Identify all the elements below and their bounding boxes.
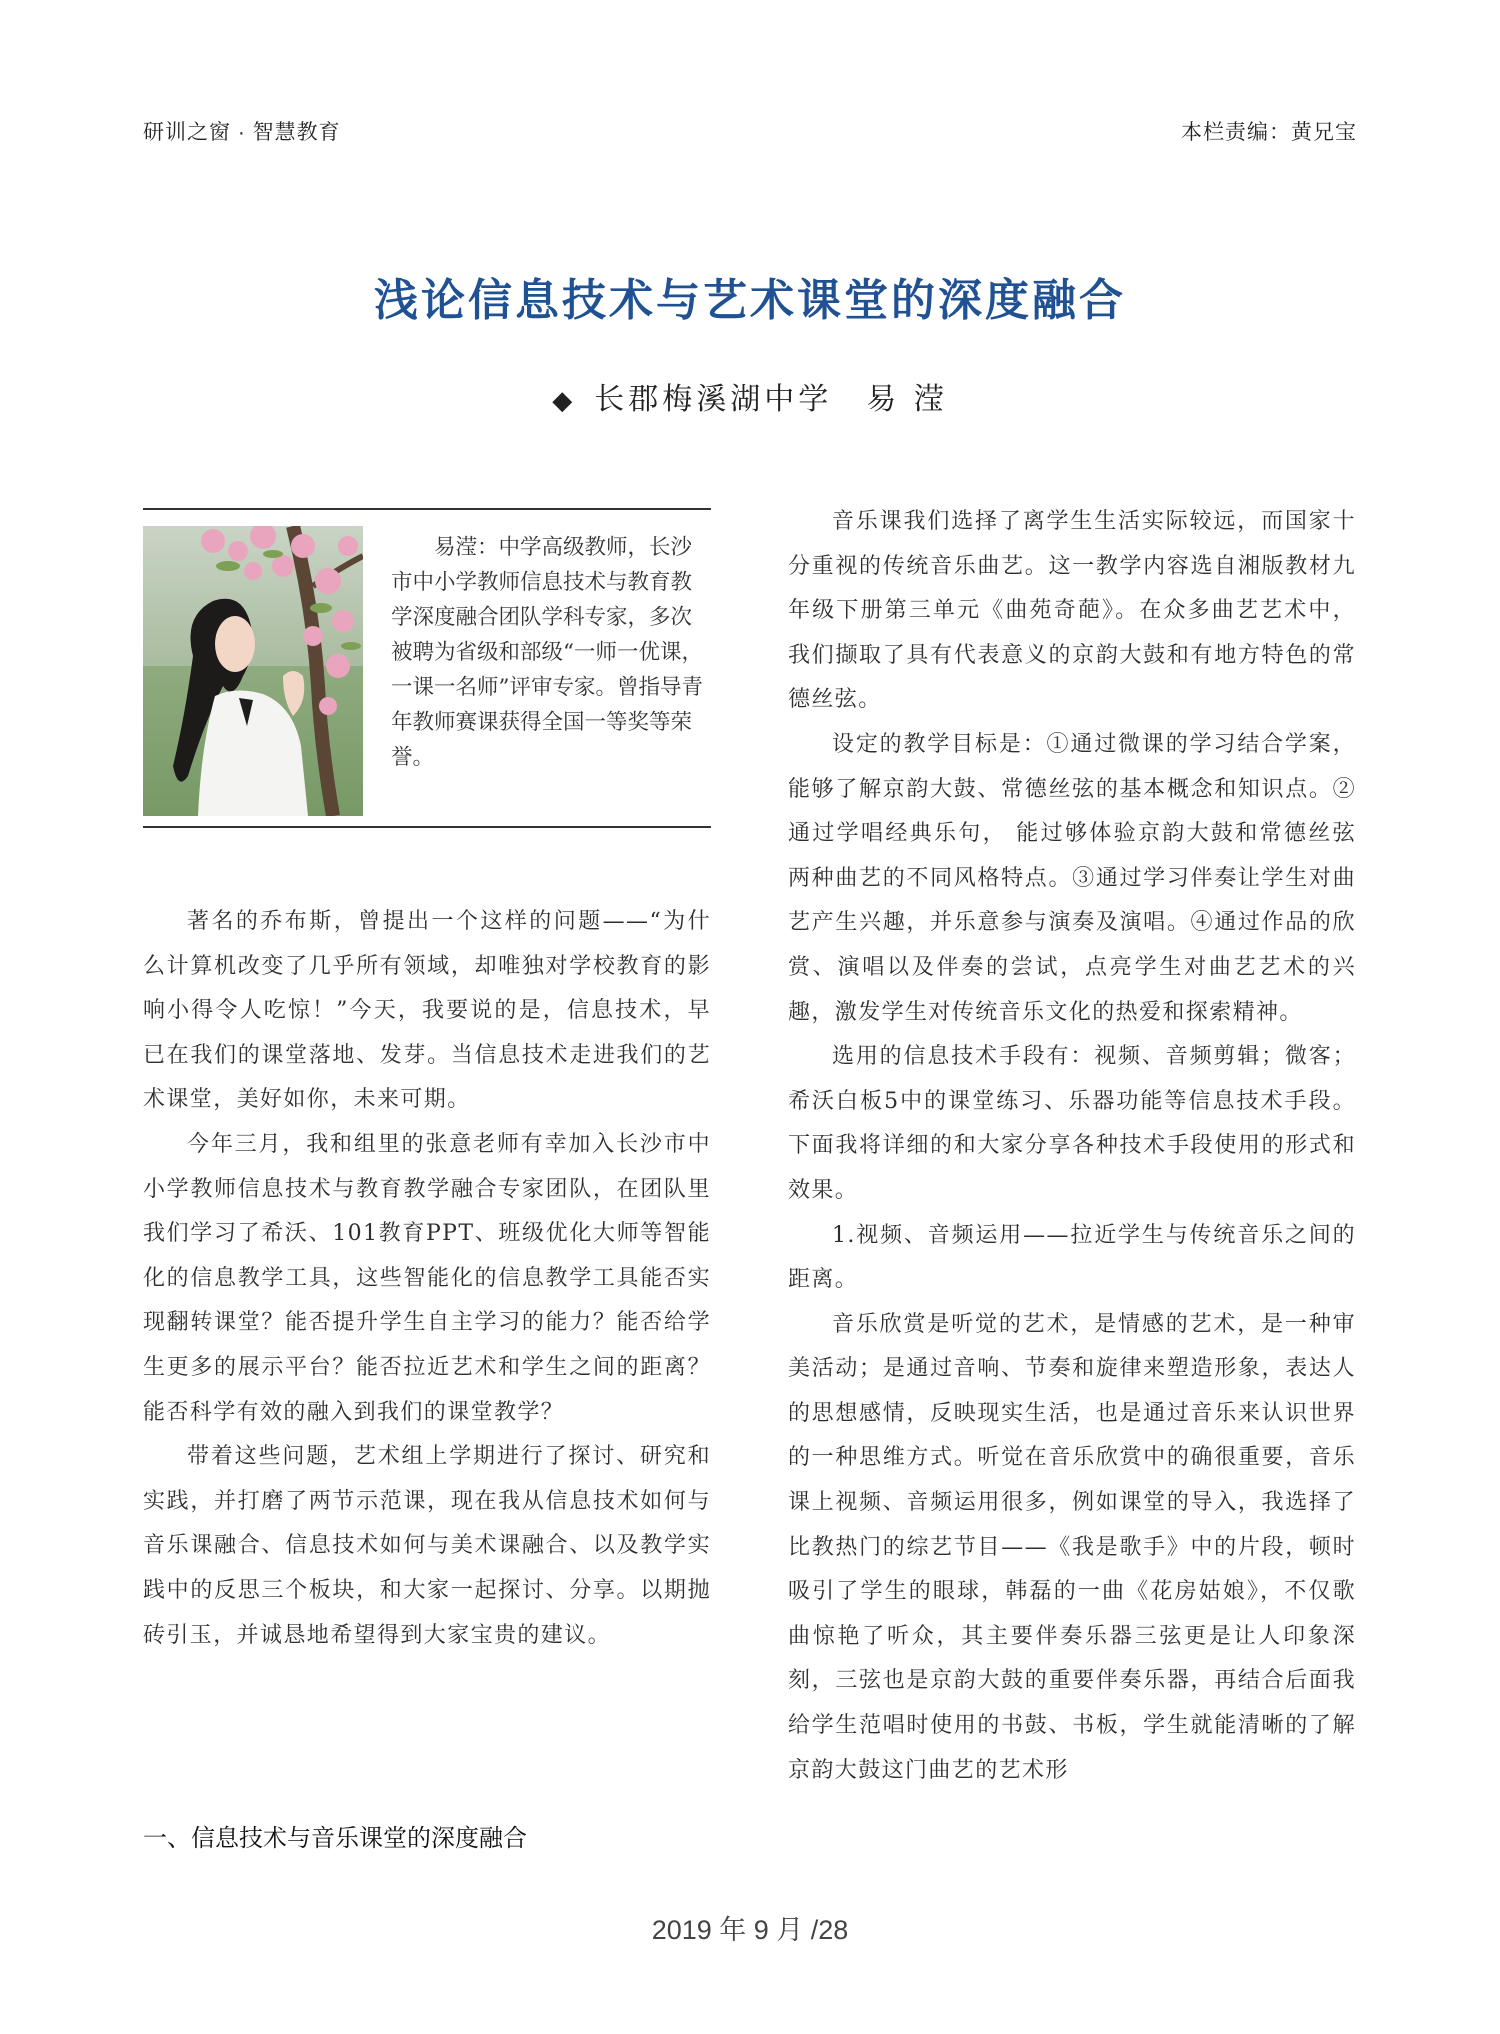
diamond-icon: ◆ — [552, 386, 577, 416]
running-head-left: 研训之窗 · 智慧教育 — [143, 121, 341, 144]
author-photo — [143, 526, 363, 816]
paragraph: 今年三月，我和组里的张意老师有幸加入长沙市中小学教师信息技术与教育教学融合专家团队，在团队里我们学习了希沃、101教育PPT、班级优化大师等智能化的信息教学工具，这些智能化的信息教学工具能否实现翻转课堂？能否提升学生自主学习的能力？能否给学生更多的展示平台？能否拉近艺术和学生之间的距离？能否科学有效的融入到我们的课堂教学？ — [143, 1131, 711, 1425]
paragraph: 1.视频、音频运用——拉近学生与传统音乐之间的距离。 — [788, 1222, 1356, 1293]
paragraph: 音乐欣赏是听觉的艺术，是情感的艺术，是一种审美活动；是通过音响、节奏和旋律来塑造形象，表达人的思想感情，反映现实生活，也是通过音乐来认识世界的一种思维方式。听觉在音乐欣赏中的确很重要，音乐课上视频、音频运用很多，例如课堂的导入，我选择了比教热门的综艺节目——《我是歌手》中的片段，顿时吸引了学生的眼球，韩磊的一曲《花房姑娘》，不仅歌曲惊艳了听众，其主要伴奏乐器三弦更是让人印象深刻，三弦也是京韵大鼓的重要伴奏乐器，再结合后面我给学生范唱时使用的书鼓、书板，学生就能清晰的了解京韵大鼓这门曲艺的艺术形 — [788, 1311, 1356, 1783]
section-heading: 一、信息技术与音乐课堂的深度融合 — [143, 1825, 527, 1852]
byline-author: 易 滢 — [866, 382, 948, 417]
paragraph: 音乐课我们选择了离学生生活实际较远，而国家十分重视的传统音乐曲艺。这一教学内容选自湘版教材九年级下册第三单元《曲苑奇葩》。在众多曲艺艺术中，我们撷取了具有代表意义的京韵大鼓和有地方特色的常德丝弦。 — [788, 509, 1356, 713]
left-column — [143, 900, 711, 1658]
paragraph: 选用的信息技术手段有：视频、音频剪辑；微客；希沃白板5中的课堂练习、乐器功能等信息技术手段。下面我将详细的和大家分享各种技术手段使用的形式和效果。 — [788, 1044, 1356, 1203]
author-bio: 易滢：中学高级教师，长沙市中小学教师信息技术与教育教学深度融合团队学科专家，多次被聘为省级和部级“一师一优课，一课一名师”评审专家。曾指导青年教师赛课获得全国一等奖等荣誉。 — [391, 535, 703, 770]
byline — [0, 374, 1500, 418]
paragraph: 带着这些问题，艺术组上学期进行了探讨、研究和实践，并打磨了两节示范课，现在我从信息技术如何与音乐课融合、信息技术如何与美术课融合、以及教学实践中的反思三个板块，和大家一起探讨、分享。以期抛砖引玉，并诚恳地希望得到大家宝贵的建议。 — [143, 1444, 711, 1648]
article-title: 浅论信息技术与艺术课堂的深度融合 — [374, 275, 1126, 326]
running-head-right: 本栏责编：黄兄宝 — [1181, 121, 1357, 144]
paragraph: 著名的乔布斯，曾提出一个这样的问题——“为什么计算机改变了几乎所有领域，却唯独对学校教育的影响小得令人吃惊！”今天，我要说的是，信息技术，早已在我们的课堂落地、发芽。当信息技术走进我们的艺术课堂，美好如你，未来可期。 — [143, 909, 711, 1113]
byline-school: 长郡梅溪湖中学 — [594, 382, 833, 417]
paragraph: 设定的教学目标是：①通过微课的学习结合学案，能够了解京韵大鼓、常德丝弦的基本概念和知识点。②通过学唱经典乐句， 能过够体验京韵大鼓和常德丝弦两种曲艺的不同风格特点。③通过学习伴奏让学生对曲艺产生兴趣，并乐意参与演奏及演唱。④通过作品的欣赏、演唱以及伴奏的尝试，点亮学生对曲艺艺术的兴趣，激发学生对传统音乐文化的热爱和探索精神。 — [788, 731, 1356, 1025]
page-number: 2019 年 9 月 /28 — [651, 1915, 849, 1945]
author-info-box — [143, 508, 711, 828]
right-column — [788, 500, 1356, 1793]
